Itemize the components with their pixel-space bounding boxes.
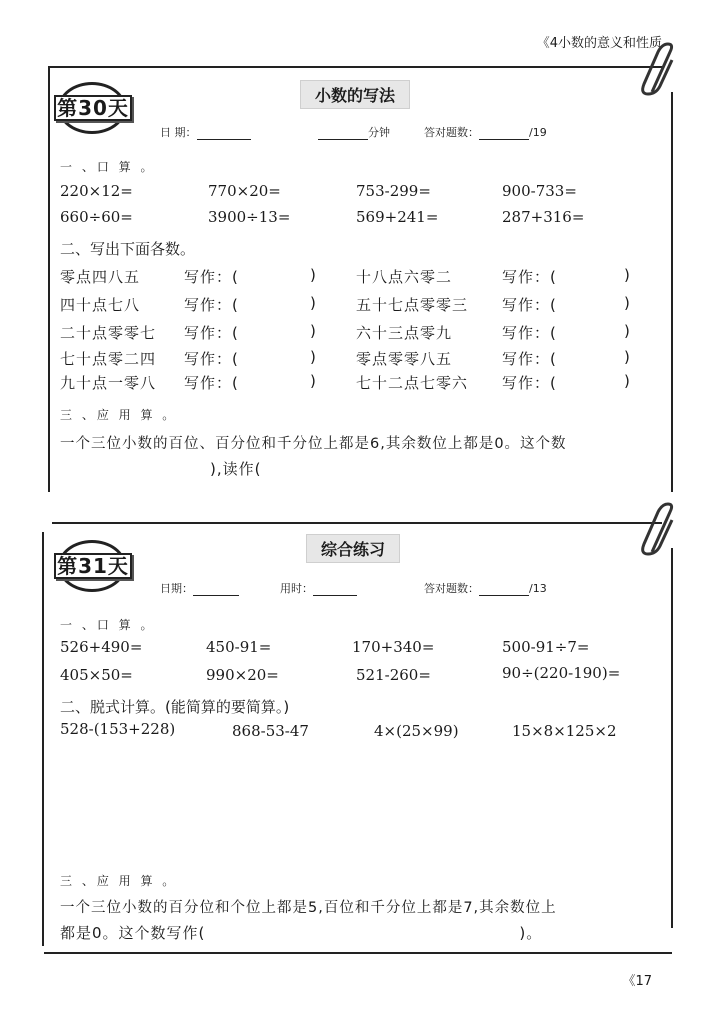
calc-item: 569+241= xyxy=(356,208,439,226)
expression-item: 528-(153+228) xyxy=(60,720,176,738)
time-field xyxy=(280,580,357,596)
calc-item: 660÷60= xyxy=(60,208,133,226)
minutes-blank[interactable] xyxy=(318,139,368,140)
minutes-field xyxy=(318,124,390,140)
top-border xyxy=(48,66,662,68)
number-word: 七十点零二四 xyxy=(60,350,157,368)
number-word: 零点四八五 xyxy=(60,268,141,286)
section-3-heading: 三 、应 用 算 。 xyxy=(60,874,178,888)
application-text-line-2: ),读作( xyxy=(210,460,262,478)
close-paren: ) xyxy=(310,348,317,366)
calc-item: 3900÷13= xyxy=(208,208,291,226)
section-3-heading: 三 、应 用 算 。 xyxy=(60,408,178,422)
number-word: 九十点一零八 xyxy=(60,374,157,392)
number-word: 二十点零零七 xyxy=(60,324,157,342)
calc-item: 526+490= xyxy=(60,638,143,656)
date-label: 日 期： xyxy=(160,126,197,139)
score-blank[interactable] xyxy=(479,595,529,596)
date-label: 日期： xyxy=(160,582,193,595)
time-blank[interactable] xyxy=(313,595,357,596)
number-word: 七十二点七零六 xyxy=(356,374,469,392)
date-field xyxy=(160,124,251,140)
application-text-line-1: 一个三位小数的百位、百分位和千分位上都是6,其余数位上都是0。这个数 xyxy=(60,436,567,452)
number-word: 六十三点零九 xyxy=(356,324,453,342)
minutes-label: 分钟 xyxy=(368,126,390,139)
paperclip-icon xyxy=(640,42,680,98)
close-paren: ) xyxy=(624,372,631,390)
page-number: 《17 xyxy=(622,974,652,989)
right-border xyxy=(671,548,673,928)
section-2-heading: 二、脱式计算。(能简算的要简算。) xyxy=(60,698,290,716)
expression-item: 4×(25×99) xyxy=(374,722,459,740)
close-paren: ) xyxy=(310,294,317,312)
write-label: 写作：( xyxy=(184,296,239,314)
date-blank[interactable] xyxy=(197,139,251,140)
section-title: 综合练习 xyxy=(306,534,400,563)
number-word: 四十点七八 xyxy=(60,296,141,314)
date-blank[interactable] xyxy=(193,595,239,596)
calc-item: 220×12= xyxy=(60,182,133,200)
chapter-title: 《4小数的意义和性质 xyxy=(536,36,662,51)
calc-item: 170+340= xyxy=(352,638,435,656)
date-field xyxy=(160,580,239,596)
left-border xyxy=(48,66,50,492)
close-paren: ) xyxy=(310,266,317,284)
write-label: 写作：( xyxy=(184,350,239,368)
score-blank[interactable] xyxy=(479,139,529,140)
calc-item: 753-299= xyxy=(356,182,431,200)
application-text-end: )。 xyxy=(519,924,543,942)
section-1-heading: 一 、口 算 。 xyxy=(60,618,156,632)
number-word: 零点零零八五 xyxy=(356,350,453,368)
write-label: 写作：( xyxy=(502,324,557,342)
write-label: 写作：( xyxy=(184,374,239,392)
calc-item: 450-91= xyxy=(206,638,272,656)
score-total: /13 xyxy=(529,582,547,595)
close-paren: ) xyxy=(310,372,317,390)
expression-item: 15×8×125×2 xyxy=(512,722,617,740)
close-paren: ) xyxy=(624,294,631,312)
calc-item: 405×50= xyxy=(60,666,133,684)
close-paren: ) xyxy=(624,266,631,284)
calc-item: 90÷(220-190)= xyxy=(502,664,621,682)
calc-item: 521-260= xyxy=(356,666,431,684)
score-field xyxy=(424,124,547,140)
score-total: /19 xyxy=(529,126,547,139)
paperclip-icon xyxy=(640,502,680,558)
bottom-border xyxy=(44,952,672,954)
number-word: 五十七点零零三 xyxy=(356,296,469,314)
application-text-start: 都是0。这个数写作( xyxy=(60,924,206,942)
top-border xyxy=(52,522,662,524)
badge-label: 第30天 xyxy=(54,95,132,121)
left-border xyxy=(42,532,44,946)
calc-item: 287+316= xyxy=(502,208,585,226)
close-paren: ) xyxy=(624,348,631,366)
calc-item: 500-91÷7= xyxy=(502,638,590,656)
application-text-line-2 xyxy=(60,922,542,943)
write-label: 写作：( xyxy=(502,268,557,286)
day-badge xyxy=(56,82,132,136)
number-word: 十八点六零二 xyxy=(356,268,453,286)
badge-label: 第31天 xyxy=(54,553,132,579)
write-label: 写作：( xyxy=(502,296,557,314)
application-text-line-1: 一个三位小数的百分位和个位上都是5,百位和千分位上都是7,其余数位上 xyxy=(60,900,557,916)
expression-item: 868-53-47 xyxy=(232,722,309,740)
calc-item: 990×20= xyxy=(206,666,279,684)
close-paren: ) xyxy=(624,322,631,340)
right-border xyxy=(671,92,673,492)
answered-label: 答对题数： xyxy=(424,126,479,139)
calc-item: 770×20= xyxy=(208,182,281,200)
write-label: 写作：( xyxy=(184,268,239,286)
write-label: 写作：( xyxy=(502,374,557,392)
write-label: 写作：( xyxy=(502,350,557,368)
close-paren: ) xyxy=(310,322,317,340)
calc-item: 900-733= xyxy=(502,182,577,200)
section-2-heading: 二、写出下面各数。 xyxy=(60,240,196,258)
write-label: 写作：( xyxy=(184,324,239,342)
answered-label: 答对题数： xyxy=(424,582,479,595)
section-title: 小数的写法 xyxy=(300,80,410,109)
section-1-heading: 一 、口 算 。 xyxy=(60,160,156,174)
day-badge xyxy=(56,540,132,594)
score-field xyxy=(424,580,547,596)
time-label: 用时： xyxy=(280,582,313,595)
